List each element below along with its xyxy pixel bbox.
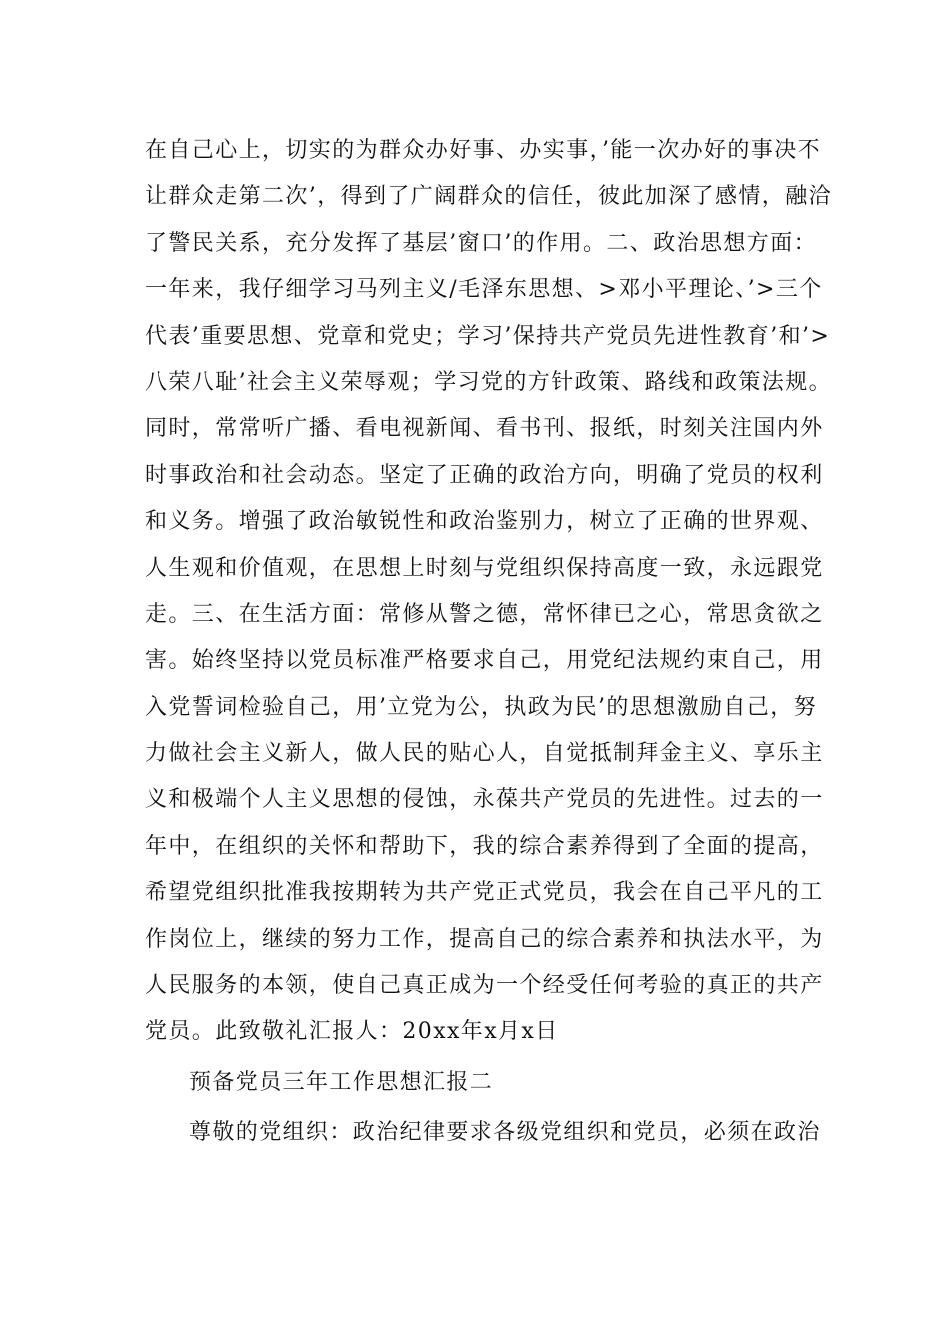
paragraph-line: 希望党组织批准我按期转为共产党正式党员，我会在自己平凡的工 [145,880,824,906]
paragraph-line: 和义务。增强了政治敏锐性和政治鉴别力，树立了正确的世界观、 [145,509,824,535]
paragraph-line: 代表’重要思想、党章和党史；学习’保持共产党员先进性教育’和’> [145,323,831,349]
paragraph-line: 尊敬的党组织：政治纪律要求各级党组织和党员，必须在政治 [189,1120,821,1146]
paragraph-line: 人生观和价值观，在思想上时刻与党组织保持高度一致，永远跟党 [145,555,824,581]
paragraph-line: 义和极端个人主义思想的侵蚀，永葆共产党员的先进性。过去的一 [145,787,824,813]
paragraph-line: 让群众走第二次’，得到了广阔群众的信任，彼此加深了感情，融洽 [145,184,832,210]
paragraph-line: 了警民关系，充分发挥了基层’窗口’的作用。二、政治思想方面： [145,230,817,256]
paragraph-line: 时事政治和社会动态。坚定了正确的政治方向，明确了党员的权利 [145,462,824,488]
paragraph-line: 走。三、在生活方面：常修从警之德，常怀律已之心，常思贪欲之 [145,601,824,627]
paragraph-line: 党员。此致敬礼汇报人：20xx年x月x日 [145,1019,559,1045]
paragraph-line: 一年来，我仔细学习马列主义/毛泽东思想、>邓小平理论、’>三个 [145,277,823,303]
paragraph-line: 八荣八耻’社会主义荣辱观；学习党的方针政策、路线和政策法规。 [145,369,832,395]
paragraph-line: 人民服务的本领，使自己真正成为一个经受任何考验的真正的共产 [145,973,824,999]
section-heading: 预备党员三年工作思想汇报二 [189,1069,494,1095]
paragraph-line: 入党誓词检验自己，用’立党为公，执政为民’的思想激励自己，努 [145,694,817,720]
paragraph-line: 力做社会主义新人，做人民的贴心人，自觉抵制拜金主义、享乐主 [145,741,824,767]
paragraph-line: 年中，在组织的关怀和帮助下，我的综合素养得到了全面的提高， [145,833,824,859]
paragraph-line: 在自己心上，切实的为群众办好事、办实事，’能一次办好的事决不 [145,138,821,163]
document-body [145,128,832,1157]
paragraph-line: 同时，常常听广播、看电视新闻、看书刊、报纸，时刻关注国内外 [145,416,824,442]
paragraph-line: 害。始终坚持以党员标准严格要求自己，用党纪法规约束自己，用 [145,648,824,674]
paragraph-line: 作岗位上，继续的努力工作，提高自己的综合素养和执法水平，为 [145,926,824,952]
